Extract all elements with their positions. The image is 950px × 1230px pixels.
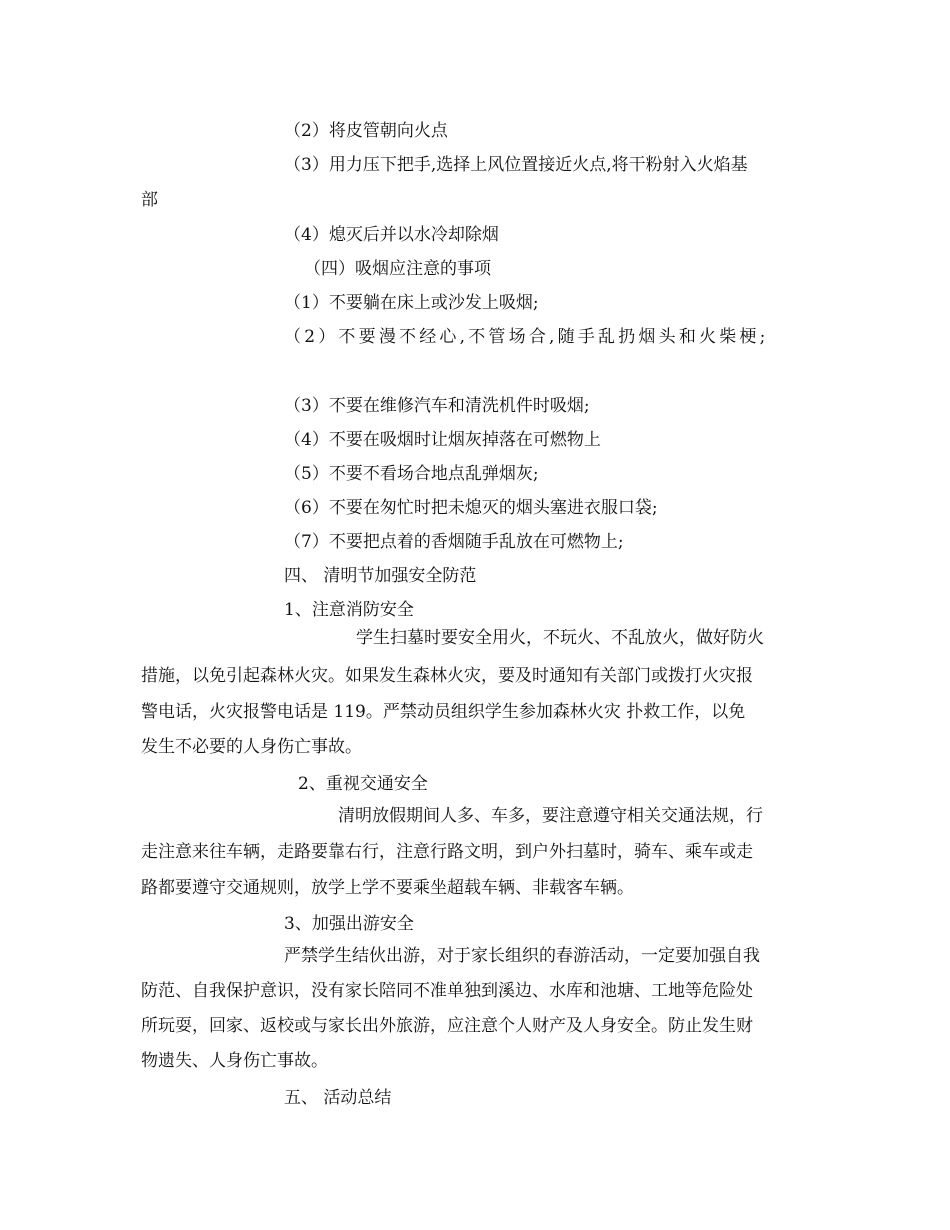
text-line: （4）熄灭后并以水冷却除烟 [284, 225, 499, 245]
text-line: 学生扫墓时要安全用火，不玩火、不乱放火，做好防火 [356, 628, 764, 648]
text-line: （3）用力压下把手,选择上风位置接近火点,将干粉射入火焰基 [284, 155, 748, 175]
section-heading: 五、 活动总结 [284, 1088, 392, 1108]
text-line: （四）吸烟应注意的事项 [304, 259, 491, 279]
text-line: （6）不要在匆忙时把未熄灭的烟头塞进衣服口袋; [284, 498, 658, 518]
text-line: （2）不要漫不经心,不管场合,随手乱扔烟头和火柴梗; [284, 327, 769, 347]
text-line: 路都要遵守交通规则，放学上学不要乘坐超载车辆、非载客车辆。 [141, 878, 634, 898]
text-line: 发生不必要的人身伤亡事故。 [141, 737, 362, 757]
section-heading: 四、 清明节加强安全防范 [284, 566, 477, 586]
subsection-heading: 1、注意消防安全 [284, 600, 414, 620]
text-line: （2）将皮管朝向火点 [284, 121, 448, 141]
text-line: 防范、自我保护意识，没有家长陪同不准单独到溪边、水库和池塘、工地等危险处 [141, 981, 753, 1001]
text-line: 走注意来往车辆，走路要靠右行，注意行路文明，到户外扫墓时，骑车、乘车或走 [141, 842, 753, 862]
text-line: 所玩耍，回家、返校或与家长出外旅游，应注意个人财产及人身安全。防止发生财 [141, 1016, 753, 1036]
text-line: 物遗失、人身伤亡事故。 [141, 1051, 328, 1071]
text-line: 警电话，火灾报警电话是 119。严禁动员组织学生参加森林火灾 扑救工作，以免 [141, 702, 746, 722]
text-line: 清明放假期间人多、车多，要注意遵守相关交通法规，行 [338, 806, 763, 826]
text-line: （5）不要不看场合地点乱弹烟灰; [284, 464, 539, 484]
text-line: （7）不要把点着的香烟随手乱放在可燃物上; [284, 532, 624, 552]
text-line: （4）不要在吸烟时让烟灰掉落在可燃物上 [284, 430, 601, 450]
subsection-heading: 3、加强出游安全 [284, 914, 414, 934]
text-line: 措施，以免引起森林火灾。如果发生森林火灾，要及时通知有关部门或拨打火灾报 [141, 666, 753, 686]
text-line: 部 [141, 190, 158, 210]
text-line: 严禁学生结伙出游，对于家长组织的春游活动，一定要加强自我 [284, 946, 760, 966]
text-line: （1）不要躺在床上或沙发上吸烟; [284, 293, 539, 313]
text-line: （3）不要在维修汽车和清洗机件时吸烟; [284, 396, 590, 416]
subsection-heading: 2、重视交通安全 [298, 774, 428, 794]
